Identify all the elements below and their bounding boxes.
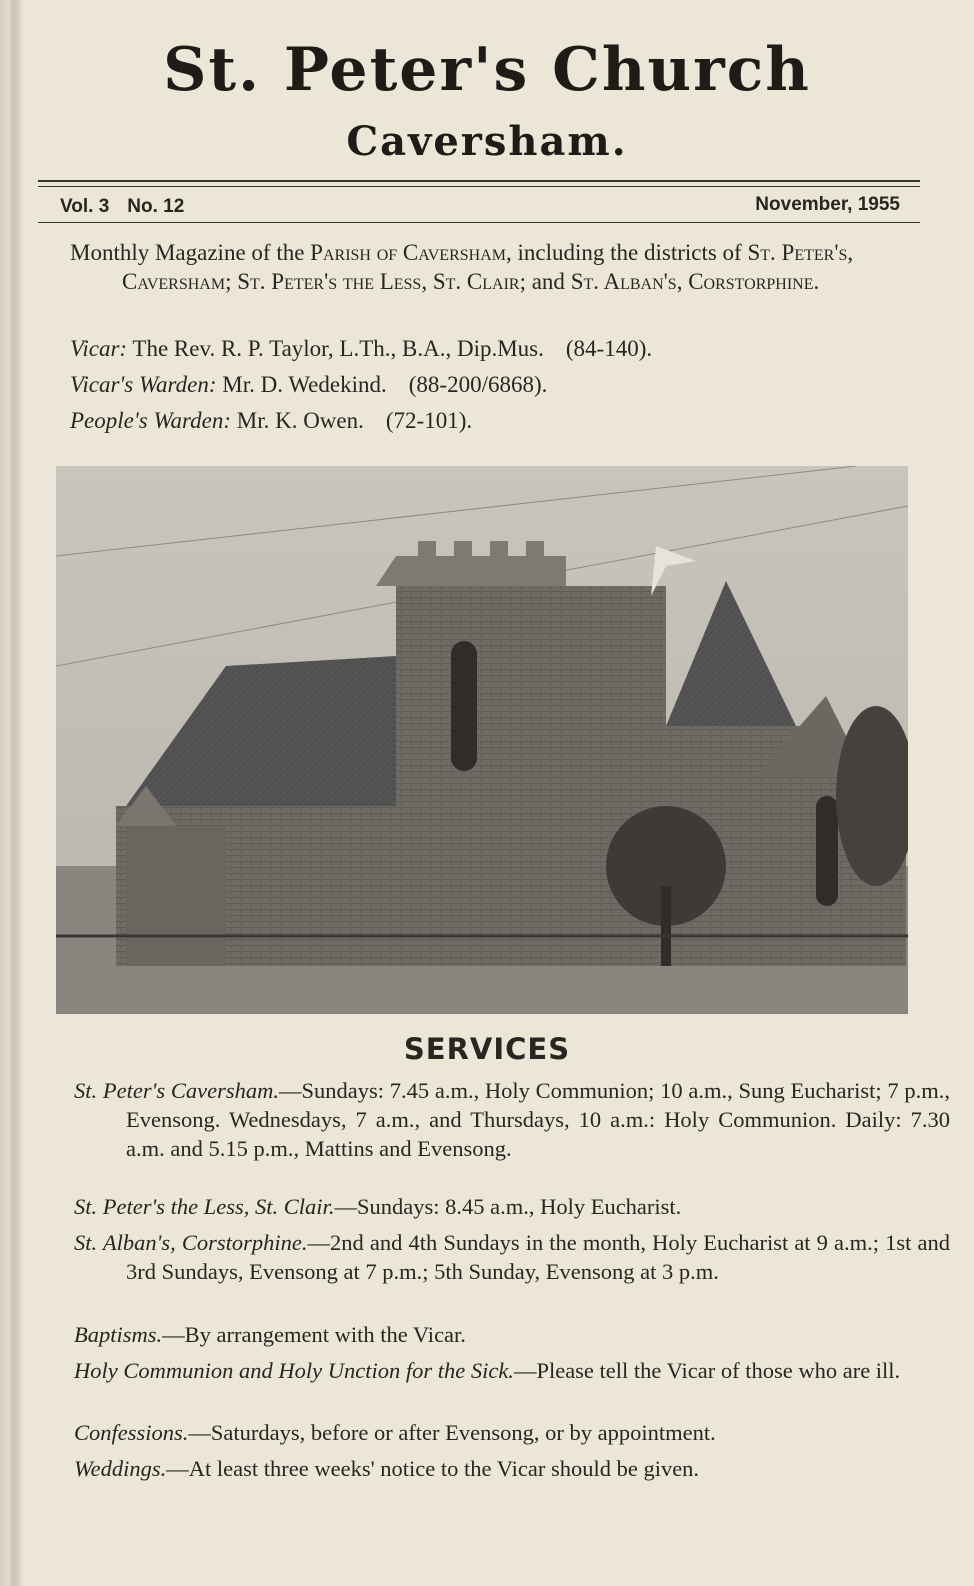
officer-name: The Rev. R. P. Taylor, L.Th., B.A., Dip.Mus. xyxy=(132,336,544,361)
intro-sep-2: ; and xyxy=(519,269,571,294)
service-weddings xyxy=(74,1454,950,1483)
intro-district-3: St. Alban's, Corstorphine xyxy=(570,269,814,294)
tree-trunk xyxy=(661,886,671,966)
tower-window xyxy=(451,641,477,771)
intro-paragraph xyxy=(70,238,944,296)
service-baptisms xyxy=(74,1320,950,1349)
officer-vicars-warden xyxy=(70,370,892,399)
service-text: —Saturdays, before or after Evensong, or by appointment. xyxy=(188,1420,716,1445)
officer-vicar xyxy=(70,334,892,363)
service-text: —2nd and 4th Sundays in the month, Holy Eucharist at 9 a.m.; 1st and 3rd Sundays, Evensong at 7 p.m.; 5th Sunday, Evensong at 3 p.m. xyxy=(126,1230,950,1284)
officer-phone: (72-101). xyxy=(385,408,473,433)
church-photo xyxy=(56,466,908,1014)
service-lead: Holy Communion and Holy Unction for the Sick. xyxy=(74,1358,514,1383)
officer-peoples-warden xyxy=(70,406,892,435)
masthead-subtitle: Caversham. xyxy=(346,118,628,165)
intro-prefix: Monthly Magazine of the xyxy=(70,240,311,265)
issue-volume: Vol. 3 xyxy=(60,196,110,217)
service-lead: St. Alban's, Corstorphine. xyxy=(74,1230,308,1255)
service-text: —At least three weeks' notice to the Vicar should be given. xyxy=(166,1456,700,1481)
intro-district-1: St. Peter's, Caversham xyxy=(122,240,854,294)
service-text: —Sundays: 7.45 a.m., Holy Communion; 10 a.m., Sung Eucharist; 7 p.m., Evensong. Wednesdays, 7 a.m., and Thursdays, 10 a.m.: Holy Communion. Daily: 7.30 a.m. and 5.15 p.m., Mattins and Evensong. xyxy=(126,1078,950,1161)
side-window xyxy=(816,796,838,906)
service-lead: St. Peter's the Less, St. Clair. xyxy=(74,1194,335,1219)
issue-volume-number xyxy=(60,196,202,218)
porch xyxy=(126,826,226,966)
service-lead: Weddings. xyxy=(74,1456,167,1481)
header-rule-top-inner xyxy=(38,186,920,187)
intro-parish: Parish of Caversham xyxy=(310,240,506,265)
service-lead: Baptisms. xyxy=(74,1322,163,1347)
officer-name: Mr. D. Wedekind. xyxy=(222,372,387,397)
officer-name: Mr. K. Owen. xyxy=(236,408,364,433)
officer-phone: (84-140). xyxy=(565,336,653,361)
service-lead: St. Peter's Caversham. xyxy=(74,1078,279,1103)
service-text: —Please tell the Vicar of those who are ill. xyxy=(513,1358,901,1383)
header-rule-top xyxy=(38,180,920,182)
header-rule-bottom xyxy=(38,222,920,223)
service-st-albans xyxy=(74,1228,950,1286)
service-lead: Confessions. xyxy=(74,1420,189,1445)
service-sick xyxy=(74,1356,950,1385)
officer-role: Vicar's Warden: xyxy=(70,372,217,397)
officer-phone: (88-200/6868). xyxy=(408,372,548,397)
intro-district-2: St. Peter's the Less, St. Clair xyxy=(237,269,520,294)
issue-number: No. 12 xyxy=(127,196,185,217)
services-heading: SERVICES xyxy=(403,1032,571,1066)
intro-end: . xyxy=(813,269,820,294)
masthead-title: St. Peter's Church xyxy=(163,35,811,105)
service-st-peters-less xyxy=(74,1192,950,1221)
intro-mid: , including the districts of xyxy=(506,240,748,265)
officer-role: People's Warden: xyxy=(70,408,231,433)
officer-role: Vicar: xyxy=(70,336,128,361)
service-confessions xyxy=(74,1418,950,1447)
issue-date: November, 1955 xyxy=(755,194,900,215)
intro-sep-1: ; xyxy=(225,269,238,294)
service-text: —Sundays: 8.45 a.m., Holy Eucharist. xyxy=(334,1194,682,1219)
service-st-peters xyxy=(74,1076,950,1163)
service-text: —By arrangement with the Vicar. xyxy=(162,1322,466,1347)
